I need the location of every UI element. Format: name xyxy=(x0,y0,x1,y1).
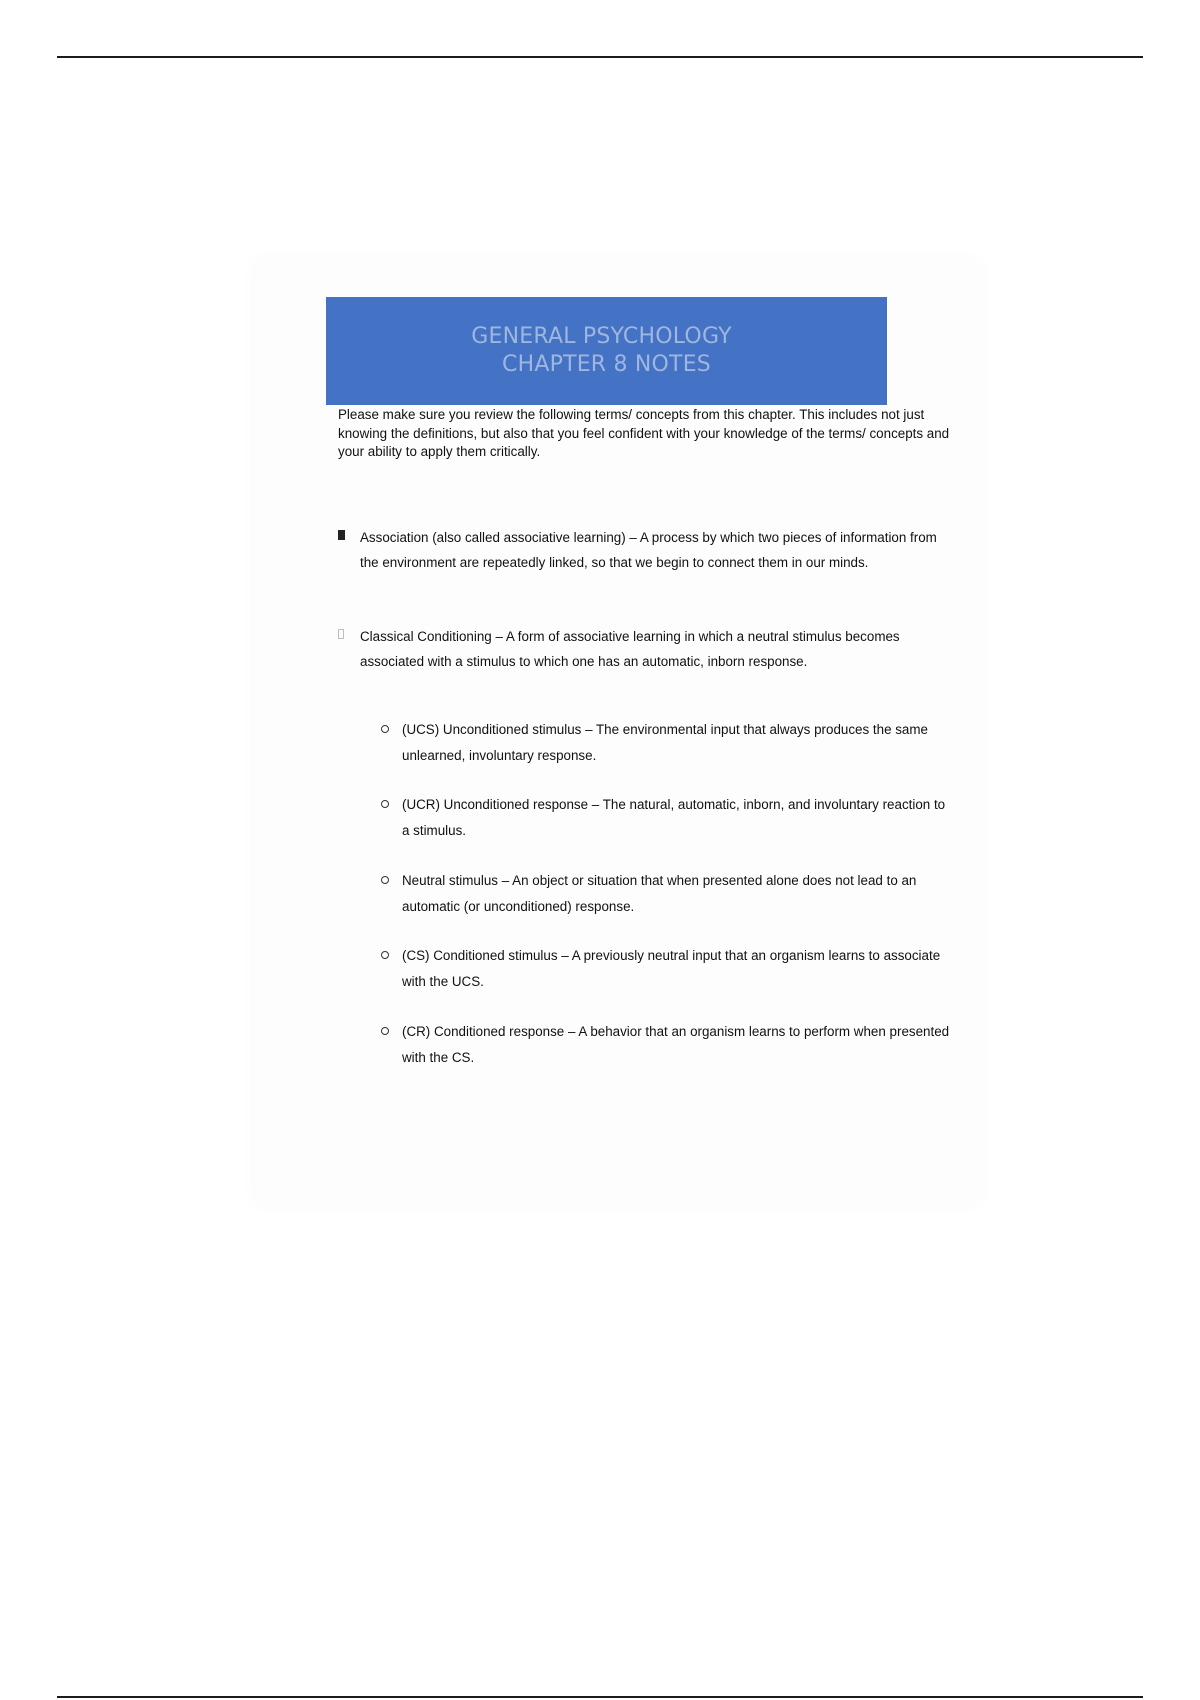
sub-item-neutral-stimulus xyxy=(380,868,950,920)
top-divider xyxy=(57,56,1143,58)
list-item-text: Association (also called associative learning) – A process by which two pieces of information from the environment are repeatedly linked, so that we begin to connect them in our minds. xyxy=(360,530,937,570)
bottom-divider xyxy=(57,1696,1143,1698)
sub-item-text: (CR) Conditioned response – A behavior that an organism learns to perform when presented with the CS. xyxy=(402,1024,950,1065)
circle-bullet-icon xyxy=(381,1027,389,1035)
filled-square-bullet-icon xyxy=(338,530,345,540)
list-item-association xyxy=(338,526,950,575)
sub-item-text: (CS) Conditioned stimulus – A previously neutral input that an organism learns to associate with the UCS. xyxy=(402,948,941,989)
sub-item-cr xyxy=(380,1019,950,1071)
title-line-1: GENERAL PSYCHOLOGY xyxy=(471,324,732,349)
sub-item-text: (UCR) Unconditioned response – The natural, automatic, inborn, and involuntary reaction to a stimulus. xyxy=(402,797,946,838)
circle-bullet-icon xyxy=(381,800,389,808)
sub-item-ucr xyxy=(380,792,950,844)
sub-item-text: Neutral stimulus – An object or situation that when presented alone does not lead to an automatic (or unconditioned) response. xyxy=(402,873,917,914)
title-banner xyxy=(326,297,887,405)
circle-bullet-icon xyxy=(381,876,389,884)
sub-item-cs xyxy=(380,943,950,995)
list-item-text: Classical Conditioning – A form of associative learning in which a neutral stimulus becomes associated with a stimulus to which one has an automatic, inborn response. xyxy=(360,629,900,669)
title-line-2: CHAPTER 8 NOTES xyxy=(502,352,711,377)
list-item-classical-conditioning xyxy=(338,625,950,674)
hollow-square-bullet-icon xyxy=(338,629,344,639)
sub-item-text: (UCS) Unconditioned stimulus – The environmental input that always produces the same unlearned, involuntary response. xyxy=(402,722,928,763)
sub-item-ucs xyxy=(380,717,950,769)
circle-bullet-icon xyxy=(381,725,389,733)
intro-paragraph: Please make sure you review the following terms/ concepts from this chapter. This includes not just knowing the definitions, but also that you feel confident with your knowledge of the terms/ concepts and your ability to apply them critically. xyxy=(338,407,950,459)
circle-bullet-icon xyxy=(381,951,389,959)
